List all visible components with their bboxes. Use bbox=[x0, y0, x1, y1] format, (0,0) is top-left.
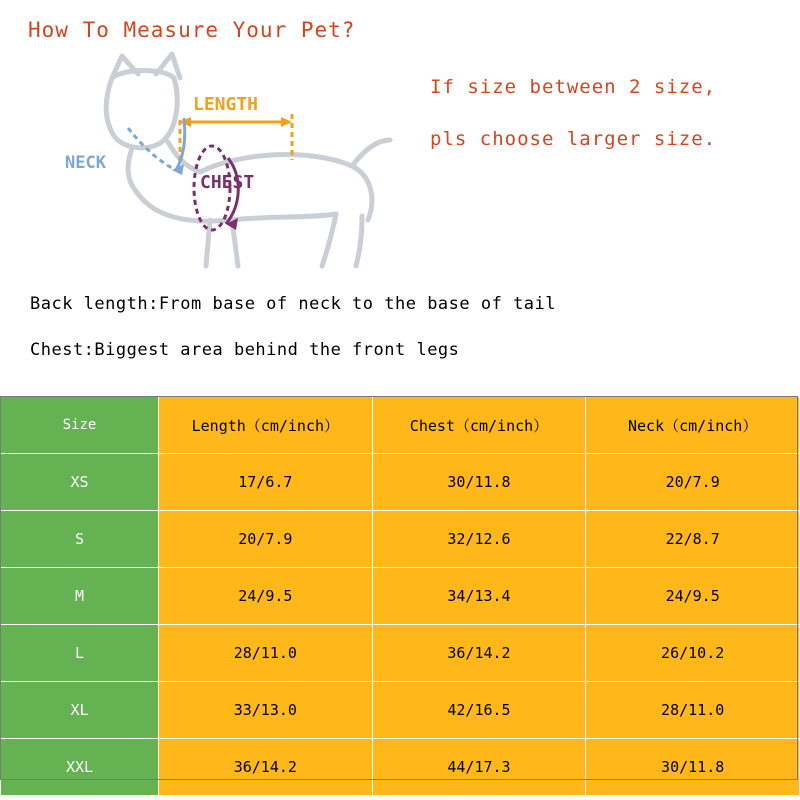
back-length-description: Back length:From base of neck to the base of tail bbox=[30, 294, 557, 314]
table-header-row bbox=[1, 397, 800, 454]
cell-neck: 26/10.2 bbox=[586, 625, 800, 682]
size-table bbox=[0, 396, 800, 796]
cell-length: 24/9.5 bbox=[159, 568, 373, 625]
size-note-line-1: If size between 2 size, bbox=[430, 76, 717, 98]
cell-length: 33/13.0 bbox=[159, 682, 373, 739]
chest-description: Chest:Biggest area behind the front legs bbox=[30, 340, 460, 360]
cell-size: M bbox=[1, 568, 159, 625]
cell-neck: 20/7.9 bbox=[586, 454, 800, 511]
cell-size: S bbox=[1, 511, 159, 568]
cell-length: 28/11.0 bbox=[159, 625, 373, 682]
cell-chest: 34/13.4 bbox=[372, 568, 586, 625]
table-header-size: Size bbox=[1, 397, 159, 454]
cell-chest: 36/14.2 bbox=[372, 625, 586, 682]
cell-chest: 30/11.8 bbox=[372, 454, 586, 511]
cell-neck: 22/8.7 bbox=[586, 511, 800, 568]
cell-size: L bbox=[1, 625, 159, 682]
table-row bbox=[1, 625, 800, 682]
table-header-neck: Neck（cm/inch） bbox=[586, 397, 800, 454]
page-title: How To Measure Your Pet? bbox=[28, 18, 356, 42]
cell-neck: 24/9.5 bbox=[586, 568, 800, 625]
table-row bbox=[1, 739, 800, 796]
table-header-chest: Chest（cm/inch） bbox=[372, 397, 586, 454]
table-row bbox=[1, 682, 800, 739]
dog-outline-icon bbox=[106, 54, 390, 266]
table-header-length: Length（cm/inch） bbox=[159, 397, 373, 454]
cell-neck: 28/11.0 bbox=[586, 682, 800, 739]
cell-size: XL bbox=[1, 682, 159, 739]
table-row bbox=[1, 511, 800, 568]
cell-neck: 30/11.8 bbox=[586, 739, 800, 796]
size-note-line-2: pls choose larger size. bbox=[430, 128, 717, 150]
cell-length: 17/6.7 bbox=[159, 454, 373, 511]
neck-label: NECK bbox=[65, 153, 106, 173]
dog-measurement-diagram bbox=[60, 48, 410, 278]
cell-length: 20/7.9 bbox=[159, 511, 373, 568]
length-label: LENGTH bbox=[193, 94, 259, 115]
chest-label: CHEST bbox=[200, 172, 255, 193]
cell-size: XXL bbox=[1, 739, 159, 796]
cell-length: 36/14.2 bbox=[159, 739, 373, 796]
table-row bbox=[1, 568, 800, 625]
cell-chest: 42/16.5 bbox=[372, 682, 586, 739]
cell-chest: 32/12.6 bbox=[372, 511, 586, 568]
table-row bbox=[1, 454, 800, 511]
cell-size: XS bbox=[1, 454, 159, 511]
cell-chest: 44/17.3 bbox=[372, 739, 586, 796]
